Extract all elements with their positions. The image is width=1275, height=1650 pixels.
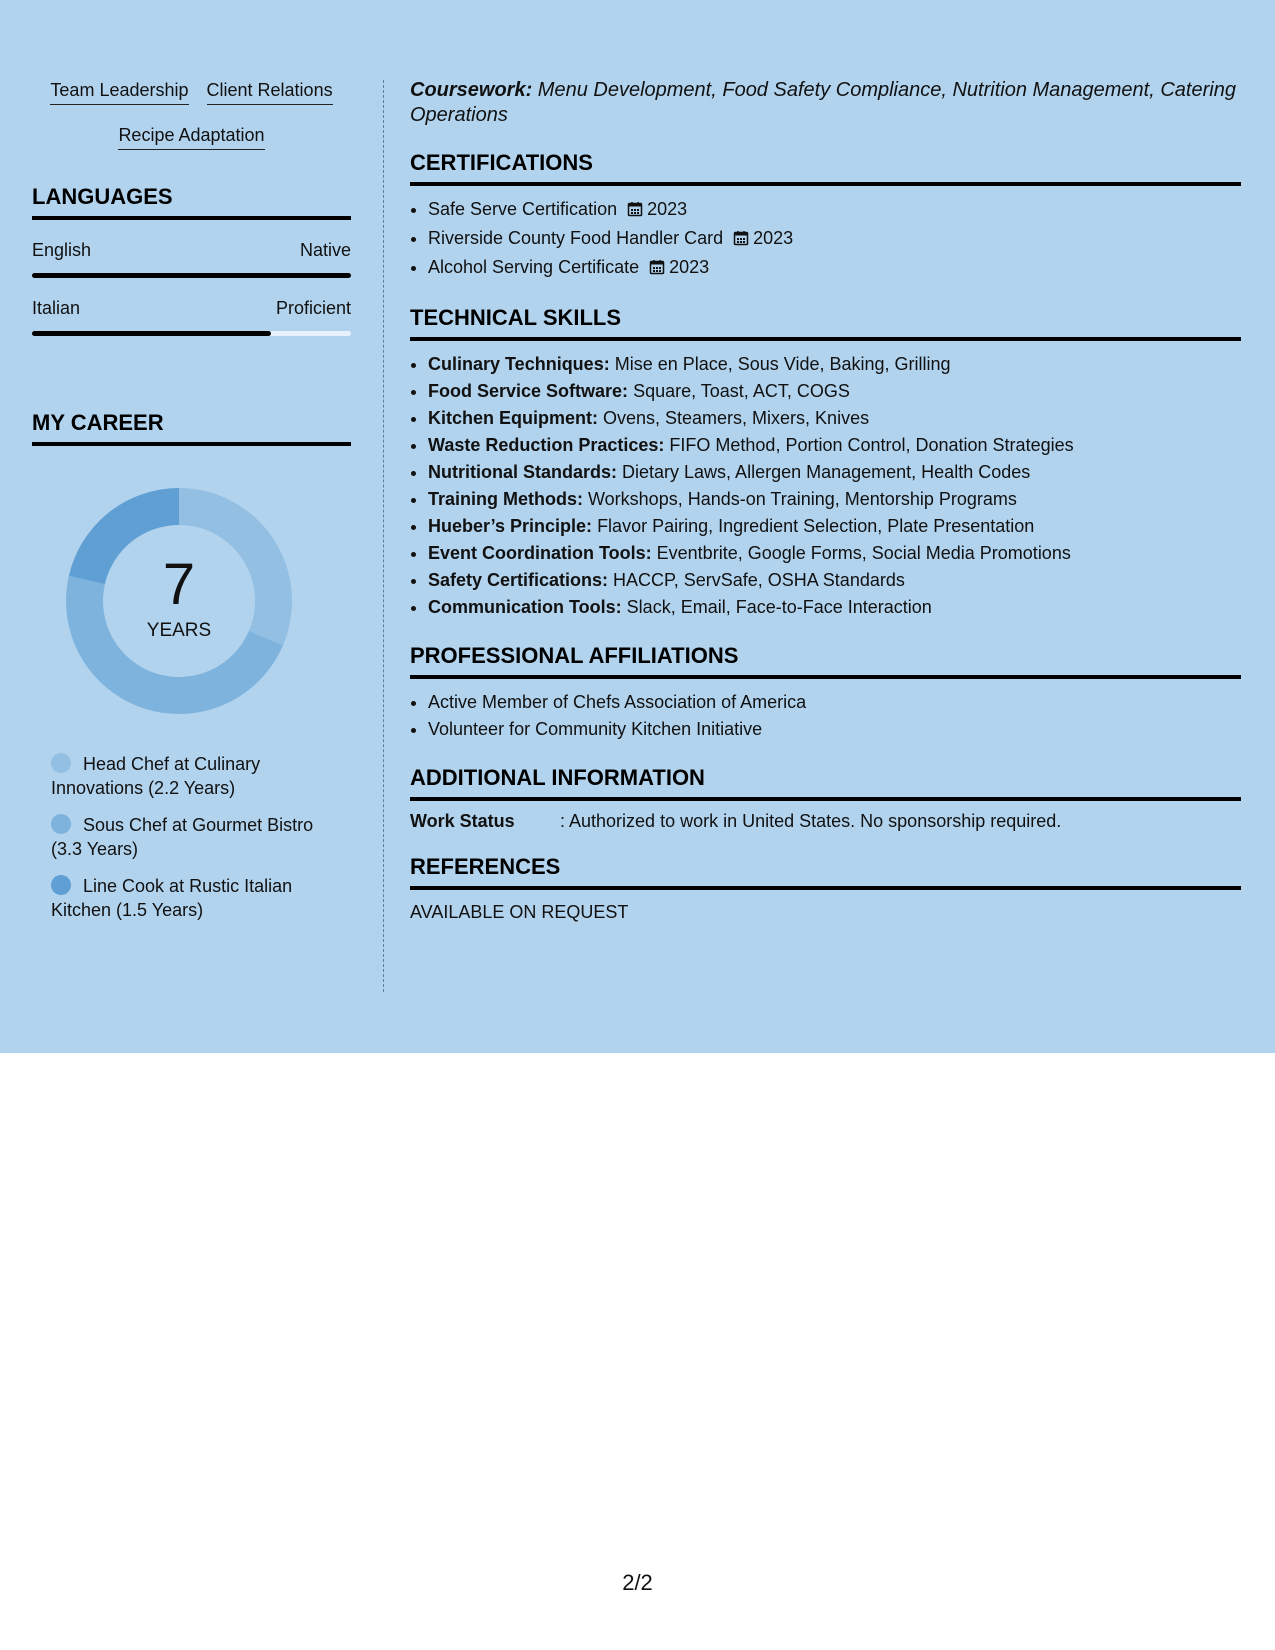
certifications-section — [410, 150, 1241, 283]
language-bar — [32, 273, 351, 278]
skill-item — [428, 567, 1241, 594]
work-status-label: Work Status — [410, 811, 515, 831]
skill-label: Safety Certifications: — [428, 570, 609, 590]
donut-center — [64, 486, 294, 716]
certifications-list — [410, 196, 1241, 283]
skill-value: HACCP, ServSafe, OSHA Standards — [608, 570, 905, 590]
additional-info-heading: ADDITIONAL INFORMATION — [410, 765, 1241, 801]
skill-tag: Client Relations — [207, 80, 333, 105]
skill-label: Training Methods: — [428, 489, 583, 509]
skill-value: Slack, Email, Face-to-Face Interaction — [621, 597, 932, 617]
affiliation-item: • Volunteer for Community Kitchen Initiative — [428, 716, 1241, 743]
calendar-icon — [627, 198, 643, 225]
language-level: Proficient — [275, 298, 351, 318]
main-content — [410, 78, 1241, 923]
skill-label: Food Service Software: — [428, 381, 629, 401]
skill-item — [428, 459, 1241, 486]
skill-label: Event Coordination Tools: — [428, 543, 652, 563]
skill-tags-row — [32, 125, 351, 150]
affiliations-list — [410, 689, 1241, 743]
page-number: 2/2 — [622, 1570, 653, 1595]
sidebar — [32, 80, 351, 935]
skill-label: Hueber’s Principle: — [428, 516, 593, 536]
certification-item — [428, 254, 1241, 283]
skill-value: Mise en Place, Sous Vide, Baking, Grilling — [609, 354, 951, 374]
skill-value: Workshops, Hands-on Training, Mentorship Programs — [583, 489, 1017, 509]
career-legend — [51, 752, 341, 922]
career-total-years: 7 — [162, 552, 196, 617]
skill-tag: Recipe Adaptation — [118, 125, 264, 150]
legend-item — [51, 752, 341, 800]
coursework-label: Coursework: — [410, 79, 533, 101]
career-section — [32, 410, 351, 922]
skill-value: Square, Toast, ACT, COGS — [628, 381, 850, 401]
skill-label: Kitchen Equipment: — [428, 408, 598, 428]
language-name: English — [32, 240, 92, 260]
language-bar — [32, 331, 351, 336]
languages-section — [32, 184, 351, 336]
calendar-icon — [733, 227, 749, 254]
skill-value: Eventbrite, Google Forms, Social Media Promotions — [651, 543, 1071, 563]
skill-item — [428, 378, 1241, 405]
technical-skills-section — [410, 305, 1241, 621]
affiliations-heading: PROFESSIONAL AFFILIATIONS — [410, 643, 1241, 679]
affiliation-item: • Active Member of Chefs Association of America — [428, 689, 1241, 716]
additional-info-section — [410, 765, 1241, 832]
language-item — [32, 298, 351, 336]
languages-heading: LANGUAGES — [32, 184, 351, 220]
legend-label: Sous Chef at Gourmet Bistro (3.3 Years) — [51, 815, 314, 859]
skill-label: Waste Reduction Practices: — [428, 435, 665, 455]
skill-tag: Team Leadership — [50, 80, 188, 105]
work-status-value: : Authorized to work in United States. No sponsorship required. — [560, 811, 1062, 831]
language-level: Native — [299, 240, 351, 260]
skill-value: Dietary Laws, Allergen Management, Health Codes — [617, 462, 1031, 482]
references-text: AVAILABLE ON REQUEST — [410, 902, 629, 922]
legend-dot — [51, 814, 71, 834]
skill-item — [428, 540, 1241, 567]
certification-item — [428, 225, 1241, 254]
certification-year: 2023 — [669, 257, 710, 277]
skill-item — [428, 594, 1241, 621]
language-bar-fill — [32, 331, 271, 336]
column-divider — [383, 80, 384, 992]
language-name: Italian — [32, 298, 81, 318]
language-bar-fill — [32, 273, 351, 278]
legend-item — [51, 813, 341, 861]
legend-dot — [51, 875, 71, 895]
certification-item — [428, 196, 1241, 225]
skill-item — [428, 405, 1241, 432]
skill-value: Ovens, Steamers, Mixers, Knives — [598, 408, 870, 428]
language-item — [32, 240, 351, 278]
career-heading: MY CAREER — [32, 410, 351, 446]
skill-tags-row — [32, 80, 351, 105]
certification-year: 2023 — [647, 199, 688, 219]
technical-skills-list — [410, 351, 1241, 621]
skill-value: Flavor Pairing, Ingredient Selection, Plate Presentation — [592, 516, 1035, 536]
certification-name: Alcohol Serving Certificate — [428, 257, 640, 277]
references-section — [410, 854, 1241, 923]
legend-dot — [51, 753, 71, 773]
skill-item — [428, 432, 1241, 459]
legend-label: Line Cook at Rustic Italian Kitchen (1.5 Years) — [51, 876, 293, 920]
coursework — [410, 78, 1241, 128]
career-donut-chart — [64, 486, 294, 716]
technical-skills-heading: TECHNICAL SKILLS — [410, 305, 1241, 341]
skill-item — [428, 351, 1241, 378]
affiliations-section — [410, 643, 1241, 743]
skill-tags — [32, 80, 351, 150]
skill-value: FIFO Method, Portion Control, Donation Strategies — [664, 435, 1074, 455]
skill-label: Culinary Techniques: — [428, 354, 610, 374]
skill-label: Communication Tools: — [428, 597, 622, 617]
certification-name: Riverside County Food Handler Card — [428, 228, 724, 248]
certifications-heading: CERTIFICATIONS — [410, 150, 1241, 186]
skill-item — [428, 513, 1241, 540]
career-total-unit: YEARS — [146, 620, 212, 641]
legend-item — [51, 874, 341, 922]
skill-label: Nutritional Standards: — [428, 462, 618, 482]
skill-item — [428, 486, 1241, 513]
work-status-row — [410, 811, 1241, 832]
references-heading: REFERENCES — [410, 854, 1241, 890]
legend-label: Head Chef at Culinary Innovations (2.2 Years) — [51, 754, 261, 798]
certification-year: 2023 — [753, 228, 794, 248]
calendar-icon — [649, 256, 665, 283]
certification-name: Safe Serve Certification — [428, 199, 618, 219]
coursework-text: Menu Development, Food Safety Compliance, Nutrition Management, Catering Operations — [410, 79, 1236, 126]
